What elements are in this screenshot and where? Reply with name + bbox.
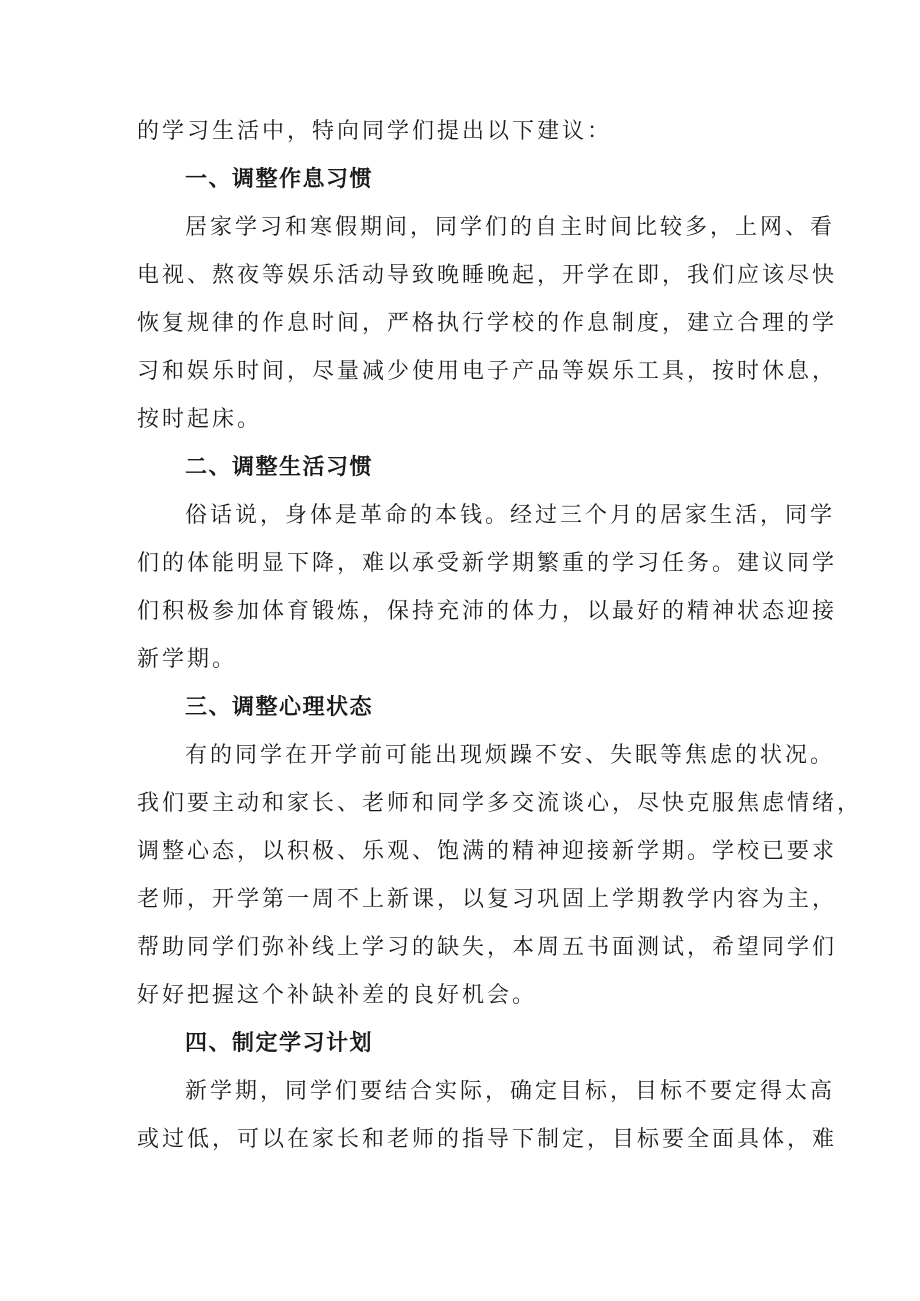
body-line: 新学期，同学们要结合实际，确定目标，目标不要定得太高 [185,1079,836,1104]
body-line: 的学习生活中，特向同学们提出以下建议： [137,119,613,144]
body-line: 新学期。 [137,647,238,672]
body-line: 好好把握这个补缺补差的良好机会。 [137,983,538,1008]
section-heading-2: 二、调整生活习惯 [185,455,374,480]
section-heading-3: 三、调整心理状态 [185,695,374,720]
document-body [137,108,863,1164]
body-line: 老师，开学第一周不上新课，以复习巩固上学期教学内容为主， [137,887,838,912]
body-line: 习和娱乐时间，尽量减少使用电子产品等娱乐工具，按时休息， [137,359,838,384]
section-heading-4: 四、制定学习计划 [185,1031,374,1056]
body-line: 帮助同学们弥补线上学习的缺失，本周五书面测试，希望同学们 [137,935,838,960]
body-line: 俗话说，身体是革命的本钱。经过三个月的居家生活，同学 [185,503,836,528]
body-line: 我们要主动和家长、老师和同学多交流谈心，尽快克服焦虑情绪， [137,791,863,816]
body-line: 调整心态，以积极、乐观、饱满的精神迎接新学期。学校已要求 [137,839,838,864]
section-heading-1: 一、调整作息习惯 [185,167,374,192]
body-line: 们积极参加体育锻炼，保持充沛的体力，以最好的精神状态迎接 [137,599,838,624]
body-line: 居家学习和寒假期间，同学们的自主时间比较多，上网、看 [185,215,836,240]
body-line: 有的同学在开学前可能出现烦躁不安、失眠等焦虑的状况。 [185,743,836,768]
body-line: 或过低，可以在家长和老师的指导下制定，目标要全面具体，难 [137,1127,838,1152]
body-line: 恢复规律的作息时间，严格执行学校的作息制度，建立合理的学 [137,311,838,336]
body-line: 电视、熬夜等娱乐活动导致晚睡晚起，开学在即，我们应该尽快 [137,263,838,288]
body-line: 按时起床。 [137,407,263,432]
body-line: 们的体能明显下降，难以承受新学期繁重的学习任务。建议同学 [137,551,838,576]
